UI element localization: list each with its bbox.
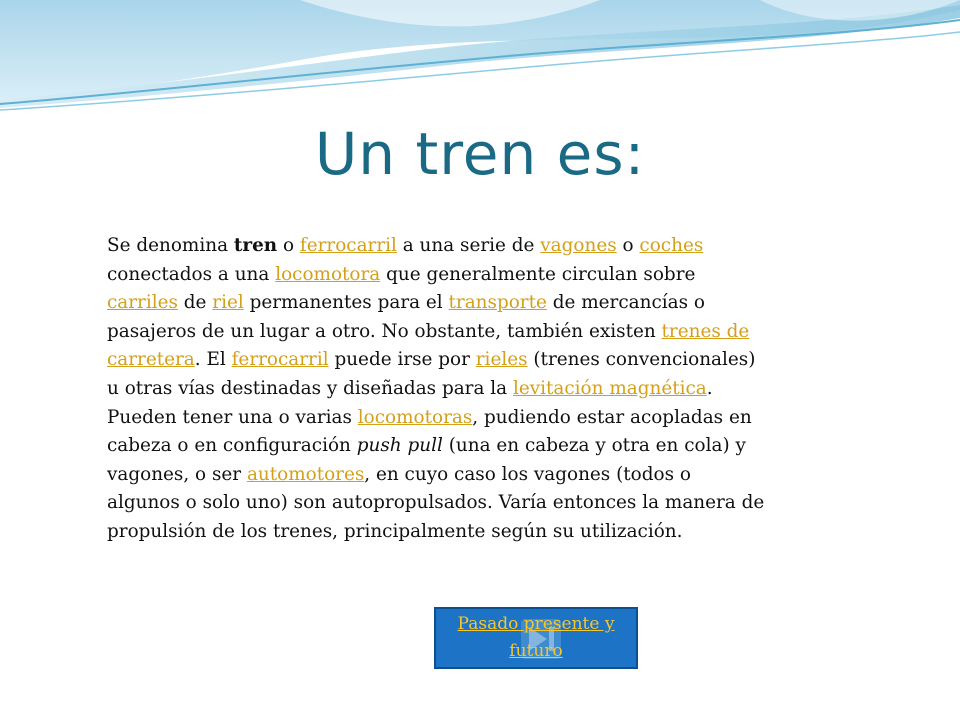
- text-segment: de: [177, 292, 213, 314]
- link-levitacion-magnetica[interactable]: levitación magnética: [512, 377, 707, 399]
- train-definition-paragraph: [107, 232, 767, 547]
- text-segment: . Pueden tener una o varias: [107, 377, 713, 428]
- term-push-pull: push pull: [356, 435, 443, 457]
- pasado-presente-futuro-button[interactable]: [434, 607, 638, 669]
- text-segment: de mercancías o pasajeros de un lugar a otro. No obstante, también existen: [107, 292, 705, 342]
- text-segment: conectados a una: [107, 263, 276, 285]
- link-ferrocarril-2[interactable]: ferrocarril: [231, 349, 329, 371]
- link-rieles[interactable]: rieles: [475, 349, 528, 371]
- header-wave-decoration: [0, 0, 960, 130]
- text-segment: . El: [194, 349, 232, 371]
- link-ferrocarril[interactable]: ferrocarril: [299, 235, 397, 256]
- link-locomotoras[interactable]: locomotoras: [357, 406, 473, 428]
- link-automotores[interactable]: automotores: [246, 463, 365, 485]
- text-segment: (trenes convencionales) u otras vías destinadas y diseñadas para la: [107, 349, 756, 399]
- text-segment: o: [616, 235, 640, 256]
- link-trenes-de-carretera[interactable]: trenes de carretera: [107, 320, 750, 371]
- link-transporte[interactable]: transporte: [448, 292, 547, 314]
- link-coches[interactable]: coches: [639, 235, 704, 256]
- link-carriles[interactable]: carriles: [107, 292, 178, 314]
- text-segment: (una en cabeza y otra en cola) y vagones, o ser: [107, 435, 746, 485]
- text-segment: , pudiendo estar acopladas en cabeza o en configuración: [107, 406, 752, 457]
- slide-title: Un tren es:: [314, 120, 646, 188]
- link-locomotora[interactable]: locomotora: [275, 263, 381, 285]
- text-segment: puede irse por: [328, 349, 476, 371]
- text-segment: a una serie de: [396, 235, 541, 256]
- term-tren: tren: [233, 235, 278, 256]
- text-segment: , en cuyo caso los vagones (todos o algunos o solo uno) son autopropulsados. Varía entonces la manera de propulsión de los trenes, principalmente según su utilización.: [107, 463, 765, 542]
- text-segment: o: [277, 235, 300, 256]
- link-riel[interactable]: riel: [212, 292, 244, 314]
- link-vagones[interactable]: vagones: [540, 235, 617, 256]
- nav-button-label[interactable]: Pasado presente y futuro: [457, 614, 615, 661]
- text-segment: que generalmente circulan sobre: [380, 263, 696, 285]
- text-segment: Se denomina: [107, 235, 234, 256]
- text-segment: permanentes para el: [243, 292, 449, 314]
